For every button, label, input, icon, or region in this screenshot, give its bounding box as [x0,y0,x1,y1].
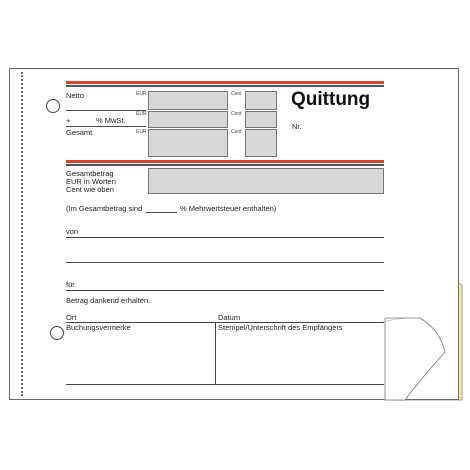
amount-in-words-field[interactable] [148,168,384,194]
mwst-cent-field[interactable] [245,111,277,128]
stempel-label: Stempel/Unterschrift des Empfängers [218,323,343,332]
von-line-2[interactable] [66,262,384,263]
bottom-line[interactable] [66,384,384,385]
cent-label-2: Cent [231,111,242,117]
buchung-label: Buchungsvermerke [66,323,131,332]
von-label: von [66,227,79,236]
number-label: Nr. [292,122,302,131]
mwst-note-start: (Im Gesamtbetrag sind [66,204,143,213]
mwst-plus: + [66,116,71,125]
datum-label: Datum [218,313,241,322]
netto-cent-field[interactable] [245,91,277,110]
cent-label-1: Cent [231,91,242,97]
header-dark-rule [66,85,384,87]
section-dark-rule [66,164,384,166]
header-red-rule [66,81,384,84]
mwst-label: % MwSt. [96,116,126,125]
punch-hole-bottom [50,326,64,340]
section-red-rule [66,160,384,163]
eur-label-3: EUR [136,129,147,135]
fuer-line[interactable] [66,290,384,291]
eur-label-1: EUR [136,91,147,97]
dank-label: Betrag dankend erhalten. [66,296,151,305]
eur-in-worten-label: EUR in Worten [66,177,116,186]
mwst-note-end: % Mehrwertsteuer enthalten) [180,204,277,213]
fuer-label: für [66,280,75,289]
netto-underline [66,110,146,111]
netto-label: Netto [66,91,84,100]
cent-label-3: Cent [231,129,242,135]
mwst-percent-blank[interactable] [146,212,177,213]
ort-label: Ort [66,313,77,322]
bottom-divider [215,322,216,384]
form-title: Quittung [291,89,371,110]
netto-eur-field[interactable] [148,91,228,110]
gesamt-eur-field[interactable] [148,129,228,157]
mwst-underline [66,126,146,127]
von-line-1[interactable] [66,237,384,238]
gesamtbetrag-label: Gesamtbetrag [66,169,114,178]
perforation-line [21,72,23,396]
punch-hole-top [46,99,60,113]
cent-wie-oben-label: Cent wie oben [66,185,114,194]
mwst-eur-field[interactable] [148,111,228,128]
gesamt-label: Gesamt [66,128,93,137]
eur-label-2: EUR [136,111,147,117]
gesamt-cent-field[interactable] [245,129,277,157]
